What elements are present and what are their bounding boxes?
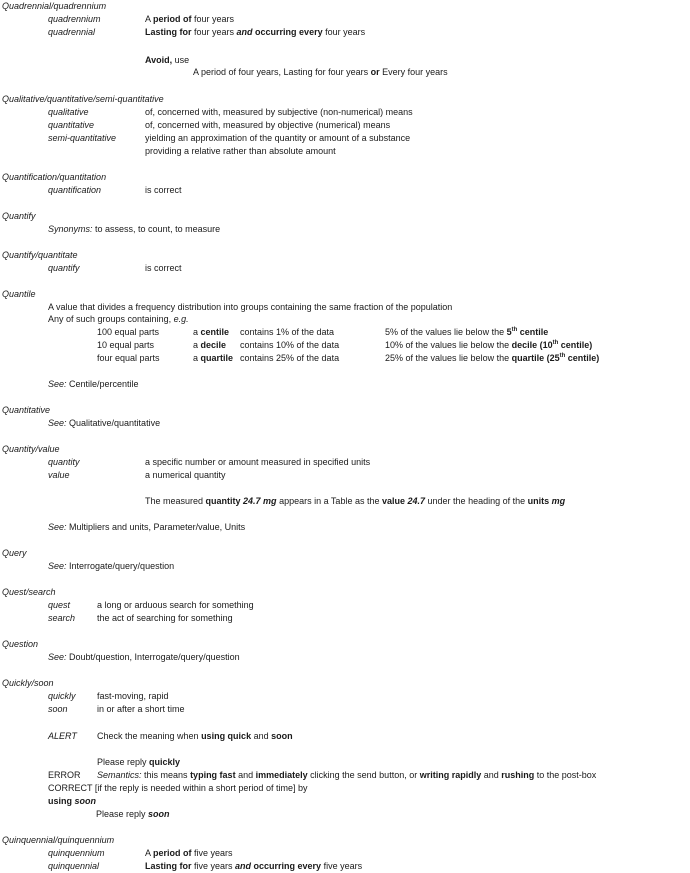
headword-quest-search: Quest/search	[2, 587, 56, 597]
headword-query: Query	[2, 548, 27, 558]
headword-qualitative: Qualitative/quantitative/semi-quantitative	[2, 94, 164, 104]
synonyms-quantify: Synonyms: to assess, to count, to measure	[48, 224, 221, 234]
quantile-row-parts: four equal parts	[97, 353, 160, 363]
quantile-example-intro: Any of such groups containing, e.g.	[48, 314, 189, 324]
quantile-row-name: a centile	[193, 327, 230, 337]
definition-quest: a long or arduous search for something	[97, 600, 254, 610]
headword-quantification: Quantification/quantitation	[2, 172, 107, 182]
term-soon: soon	[48, 704, 68, 714]
headword-quantitative: Quantitative	[2, 405, 51, 415]
example-reply-quickly: Please reply quickly	[97, 757, 181, 767]
headword-question: Question	[2, 639, 39, 649]
definition-semi-quantitative-1: yielding an approximation of the quantity or amount of a substance	[145, 133, 411, 143]
alert-text: Check the meaning when using quick and soon	[97, 731, 293, 741]
definition-quinquennial: Lasting for five years and occurring every five years	[145, 861, 363, 871]
headword-quantify: Quantify	[2, 211, 36, 221]
term-quinquennium: quinquennium	[48, 848, 105, 858]
term-quantify: quantify	[48, 263, 80, 273]
quantile-row-contains: contains 25% of the data	[240, 353, 340, 363]
term-quickly: quickly	[48, 691, 76, 701]
quantity-value-example: The measured quantity 24.7 mg appears in a Table as the value 24.7 under the heading of the units mg	[145, 496, 566, 506]
see-also-quantitative: See: Qualitative/quantitative	[48, 418, 161, 428]
term-quadrennial: quadrennial	[48, 27, 96, 37]
definition-quickly: fast-moving, rapid	[97, 691, 169, 701]
headword-quantity-value: Quantity/value	[2, 444, 60, 454]
see-also-quantity-value: See: Multipliers and units, Parameter/value, Units	[48, 522, 246, 532]
term-value: value	[48, 470, 70, 480]
quantile-row-parts: 10 equal parts	[97, 340, 155, 350]
term-quinquennial: quinquennial	[48, 861, 100, 871]
term-search: search	[48, 613, 76, 623]
definition-semi-quantitative-2: providing a relative rather than absolute amount	[145, 146, 336, 156]
see-also-question: See: Doubt/question, Interrogate/query/question	[48, 652, 240, 662]
headword-quinquennial: Quinquennial/quinquennium	[2, 835, 115, 845]
term-quantity: quantity	[48, 457, 80, 467]
term-quantification: quantification	[48, 185, 102, 195]
alert-label: ALERT	[48, 731, 77, 741]
quantile-row-percent: 25% of the values lie below the quartile (25th centile)	[385, 353, 600, 363]
definition-quadrennial: Lasting for four years and occurring every four years	[145, 27, 366, 37]
avoid-alternatives: A period of four years, Lasting for four years or Every four years	[193, 67, 448, 77]
headword-quantify-quantitate: Quantify/quantitate	[2, 250, 78, 260]
correct-usage: using soon	[48, 796, 96, 806]
error-text: Semantics: this means typing fast and immediately clicking the send button, or writing rapidly and rushing to the post-box	[97, 770, 597, 780]
definition-quadrennium: A period of four years	[145, 14, 235, 24]
definition-quantitative: of, concerned with, measured by objective (numerical) means	[145, 120, 391, 130]
avoid-note: Avoid, use	[145, 55, 190, 65]
term-semi-quantitative: semi-quantitative	[48, 133, 117, 143]
quantile-row-percent: 10% of the values lie below the decile (10th centile)	[385, 340, 593, 350]
see-also-query: See: Interrogate/query/question	[48, 561, 175, 571]
see-also-quantile: See: Centile/percentile	[48, 379, 139, 389]
quantile-row-contains: contains 1% of the data	[240, 327, 335, 337]
quantile-definition: A value that divides a frequency distribution into groups containing the same fraction of the population	[48, 302, 453, 312]
definition-quinquennium: A period of five years	[145, 848, 233, 858]
definition-soon: in or after a short time	[97, 704, 185, 714]
quantile-row-percent: 5% of the values lie below the 5th centile	[385, 327, 549, 337]
definition-quantification: is correct	[145, 185, 182, 195]
quantile-row-name: a decile	[193, 340, 227, 350]
definition-qualitative: of, concerned with, measured by subjective (non-numerical) means	[145, 107, 413, 117]
definition-quantify: is correct	[145, 263, 182, 273]
term-quantitative: quantitative	[48, 120, 95, 130]
quantile-row-contains: contains 10% of the data	[240, 340, 340, 350]
term-quadrennium: quadrennium	[48, 14, 101, 24]
headword-quantile: Quantile	[2, 289, 36, 299]
term-qualitative: qualitative	[48, 107, 89, 117]
example-reply-soon: Please reply soon	[96, 809, 170, 819]
quantile-row-name: a quartile	[193, 353, 234, 363]
quantile-row-parts: 100 equal parts	[97, 327, 160, 337]
definition-value: a numerical quantity	[145, 470, 226, 480]
term-quest: quest	[48, 600, 71, 610]
headword-quadrennial: Quadrennial/quadrennium	[2, 1, 107, 11]
error-label: ERROR	[48, 770, 81, 780]
headword-quickly-soon: Quickly/soon	[2, 678, 54, 688]
correct-label: CORRECT [if the reply is needed within a short period of time] by	[48, 783, 308, 793]
definition-search: the act of searching for something	[97, 613, 233, 623]
definition-quantity: a specific number or amount measured in specified units	[145, 457, 371, 467]
